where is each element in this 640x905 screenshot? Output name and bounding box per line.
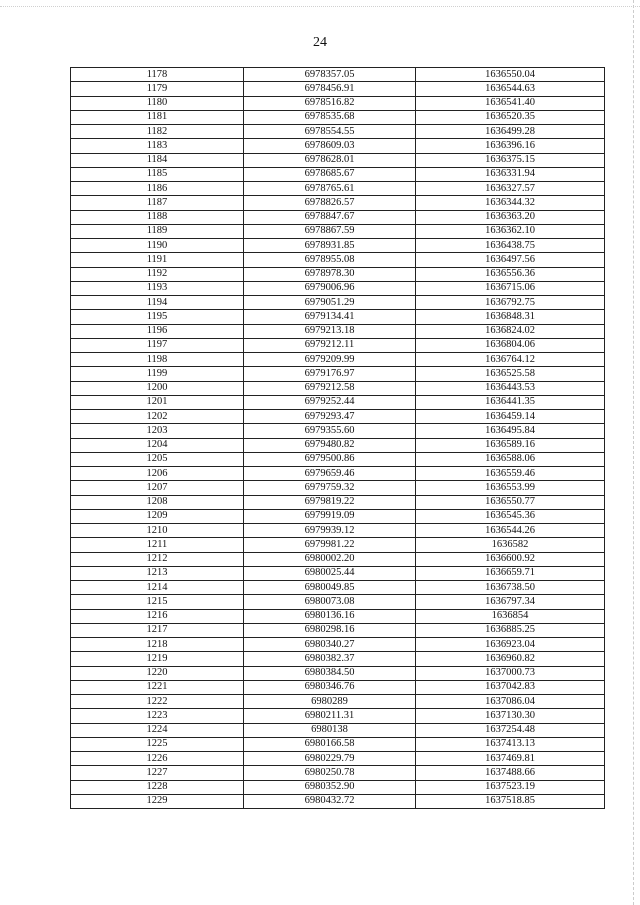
y-coordinate-cell: 1636525.58 [416,367,605,381]
y-coordinate-cell: 1636588.06 [416,452,605,466]
page-number: 24 [313,35,327,50]
point-number-cell: 1201 [71,395,244,409]
x-coordinate-cell: 6978978.30 [244,267,416,281]
y-coordinate-cell: 1636715.06 [416,281,605,295]
y-coordinate-cell: 1636497.56 [416,253,605,267]
x-coordinate-cell: 6979006.96 [244,281,416,295]
y-coordinate-cell: 1636443.53 [416,381,605,395]
point-number-cell: 1194 [71,296,244,310]
y-coordinate-cell: 1636327.57 [416,182,605,196]
x-coordinate-cell: 6978765.61 [244,182,416,196]
x-coordinate-cell: 6979355.60 [244,424,416,438]
point-number-cell: 1214 [71,581,244,595]
x-coordinate-cell: 6980073.08 [244,595,416,609]
x-coordinate-cell: 6979212.58 [244,381,416,395]
point-number-cell: 1183 [71,139,244,153]
y-coordinate-cell: 1636553.99 [416,481,605,495]
x-coordinate-cell: 6980346.76 [244,680,416,694]
x-coordinate-cell: 6979212.11 [244,338,416,352]
table-row [71,780,605,794]
y-coordinate-cell: 1636550.77 [416,495,605,509]
y-coordinate-cell: 1636344.32 [416,196,605,210]
x-coordinate-cell: 6980002.20 [244,552,416,566]
y-coordinate-cell: 1636499.28 [416,125,605,139]
point-number-cell: 1191 [71,253,244,267]
x-coordinate-cell: 6979213.18 [244,324,416,338]
table-row [71,709,605,723]
y-coordinate-cell: 1636396.16 [416,139,605,153]
y-coordinate-cell: 1636544.26 [416,524,605,538]
point-number-cell: 1215 [71,595,244,609]
x-coordinate-cell: 6980138 [244,723,416,737]
x-coordinate-cell: 6979759.32 [244,481,416,495]
point-number-cell: 1216 [71,609,244,623]
x-coordinate-cell: 6980289 [244,695,416,709]
x-coordinate-cell: 6979134.41 [244,310,416,324]
y-coordinate-cell: 1636797.34 [416,595,605,609]
point-number-cell: 1225 [71,737,244,751]
point-number-cell: 1222 [71,695,244,709]
point-number-cell: 1211 [71,538,244,552]
table-row [71,281,605,295]
y-coordinate-cell: 1636738.50 [416,581,605,595]
y-coordinate-cell: 1636923.04 [416,638,605,652]
table-row [71,353,605,367]
x-coordinate-cell: 6979919.09 [244,509,416,523]
table-row [71,566,605,580]
y-coordinate-cell: 1636550.04 [416,68,605,82]
table-row [71,581,605,595]
point-number-cell: 1192 [71,267,244,281]
point-number-cell: 1212 [71,552,244,566]
x-coordinate-cell: 6978847.67 [244,210,416,224]
point-number-cell: 1223 [71,709,244,723]
y-coordinate-cell: 1636545.36 [416,509,605,523]
table-row [71,296,605,310]
point-number-cell: 1228 [71,780,244,794]
point-number-cell: 1204 [71,438,244,452]
y-coordinate-cell: 1636848.31 [416,310,605,324]
table-row [71,509,605,523]
x-coordinate-cell: 6980352.90 [244,780,416,794]
y-coordinate-cell: 1637086.04 [416,695,605,709]
point-number-cell: 1179 [71,82,244,96]
y-coordinate-cell: 1637413.13 [416,737,605,751]
table-row [71,153,605,167]
x-coordinate-cell: 6980382.37 [244,652,416,666]
point-number-cell: 1220 [71,666,244,680]
point-number-cell: 1187 [71,196,244,210]
x-coordinate-cell: 6979252.44 [244,395,416,409]
point-number-cell: 1208 [71,495,244,509]
table-row [71,82,605,96]
point-number-cell: 1200 [71,381,244,395]
point-number-cell: 1198 [71,353,244,367]
table-row [71,452,605,466]
table-row [71,652,605,666]
y-coordinate-cell: 1637000.73 [416,666,605,680]
point-number-cell: 1224 [71,723,244,737]
table-row [71,538,605,552]
point-number-cell: 1206 [71,467,244,481]
table-row [71,609,605,623]
x-coordinate-cell: 6978535.68 [244,110,416,124]
y-coordinate-cell: 1637523.19 [416,780,605,794]
y-coordinate-cell: 1636363.20 [416,210,605,224]
point-number-cell: 1196 [71,324,244,338]
x-coordinate-cell: 6980049.85 [244,581,416,595]
x-coordinate-cell: 6979209.99 [244,353,416,367]
y-coordinate-cell: 1636544.63 [416,82,605,96]
table-row [71,438,605,452]
y-coordinate-cell: 1637469.81 [416,752,605,766]
point-number-cell: 1178 [71,68,244,82]
y-coordinate-cell: 1636885.25 [416,623,605,637]
y-coordinate-cell: 1636600.92 [416,552,605,566]
table-row [71,125,605,139]
table-row [71,766,605,780]
x-coordinate-cell: 6978554.55 [244,125,416,139]
y-coordinate-cell: 1637130.30 [416,709,605,723]
point-number-cell: 1197 [71,338,244,352]
x-coordinate-cell: 6980136.16 [244,609,416,623]
x-coordinate-cell: 6980025.44 [244,566,416,580]
table-row [71,695,605,709]
y-coordinate-cell: 1636960.82 [416,652,605,666]
point-number-cell: 1188 [71,210,244,224]
table-row [71,395,605,409]
x-coordinate-cell: 6979819.22 [244,495,416,509]
point-number-cell: 1219 [71,652,244,666]
table-row [71,196,605,210]
table-row [71,239,605,253]
table-row [71,666,605,680]
y-coordinate-cell: 1636556.36 [416,267,605,281]
x-coordinate-cell: 6980298.16 [244,623,416,637]
point-number-cell: 1185 [71,167,244,181]
table-row [71,723,605,737]
table-row [71,595,605,609]
table-row [71,224,605,238]
point-number-cell: 1199 [71,367,244,381]
point-number-cell: 1207 [71,481,244,495]
table-row [71,267,605,281]
y-coordinate-cell: 1636582 [416,538,605,552]
y-coordinate-cell: 1636441.35 [416,395,605,409]
x-coordinate-cell: 6978357.05 [244,68,416,82]
x-coordinate-cell: 6980432.72 [244,794,416,808]
y-coordinate-cell: 1636331.94 [416,167,605,181]
x-coordinate-cell: 6979659.46 [244,467,416,481]
point-number-cell: 1203 [71,424,244,438]
table-row [71,737,605,751]
x-coordinate-cell: 6979981.22 [244,538,416,552]
table-row [71,167,605,181]
x-coordinate-cell: 6978628.01 [244,153,416,167]
y-coordinate-cell: 1636438.75 [416,239,605,253]
x-coordinate-cell: 6978516.82 [244,96,416,110]
y-coordinate-cell: 1636362.10 [416,224,605,238]
x-coordinate-cell: 6978826.57 [244,196,416,210]
y-coordinate-cell: 1636375.15 [416,153,605,167]
coordinates-table-body [71,68,605,809]
scan-edge-right [632,0,634,905]
point-number-cell: 1186 [71,182,244,196]
point-number-cell: 1218 [71,638,244,652]
table-row [71,467,605,481]
table-row [71,495,605,509]
point-number-cell: 1209 [71,509,244,523]
point-number-cell: 1202 [71,410,244,424]
table-row [71,524,605,538]
table-row [71,324,605,338]
table-row [71,381,605,395]
y-coordinate-cell: 1636559.46 [416,467,605,481]
y-coordinate-cell: 1637042.83 [416,680,605,694]
x-coordinate-cell: 6980166.58 [244,737,416,751]
x-coordinate-cell: 6979500.86 [244,452,416,466]
x-coordinate-cell: 6979293.47 [244,410,416,424]
point-number-cell: 1226 [71,752,244,766]
point-number-cell: 1193 [71,281,244,295]
table-row [71,367,605,381]
table-row [71,794,605,808]
x-coordinate-cell: 6978609.03 [244,139,416,153]
point-number-cell: 1184 [71,153,244,167]
y-coordinate-cell: 1636804.06 [416,338,605,352]
point-number-cell: 1180 [71,96,244,110]
point-number-cell: 1221 [71,680,244,694]
point-number-cell: 1227 [71,766,244,780]
point-number-cell: 1181 [71,110,244,124]
table-row [71,424,605,438]
table-row [71,638,605,652]
table-row [71,68,605,82]
y-coordinate-cell: 1636541.40 [416,96,605,110]
table-row [71,253,605,267]
table-row [71,338,605,352]
x-coordinate-cell: 6979939.12 [244,524,416,538]
point-number-cell: 1189 [71,224,244,238]
coordinates-table [70,67,605,809]
y-coordinate-cell: 1636854 [416,609,605,623]
y-coordinate-cell: 1637518.85 [416,794,605,808]
point-number-cell: 1195 [71,310,244,324]
x-coordinate-cell: 6980229.79 [244,752,416,766]
y-coordinate-cell: 1636495.84 [416,424,605,438]
y-coordinate-cell: 1637254.48 [416,723,605,737]
x-coordinate-cell: 6978931.85 [244,239,416,253]
table-row [71,680,605,694]
point-number-cell: 1229 [71,794,244,808]
table-row [71,139,605,153]
y-coordinate-cell: 1636824.02 [416,324,605,338]
table-row [71,310,605,324]
table-row [71,481,605,495]
table-row [71,96,605,110]
point-number-cell: 1217 [71,623,244,637]
point-number-cell: 1205 [71,452,244,466]
y-coordinate-cell: 1636792.75 [416,296,605,310]
y-coordinate-cell: 1636459.14 [416,410,605,424]
table-row [71,552,605,566]
y-coordinate-cell: 1636764.12 [416,353,605,367]
x-coordinate-cell: 6978456.91 [244,82,416,96]
table-row [71,110,605,124]
x-coordinate-cell: 6980211.31 [244,709,416,723]
x-coordinate-cell: 6980250.78 [244,766,416,780]
table-row [71,752,605,766]
x-coordinate-cell: 6978867.59 [244,224,416,238]
x-coordinate-cell: 6978685.67 [244,167,416,181]
x-coordinate-cell: 6979051.29 [244,296,416,310]
table-row [71,210,605,224]
scan-edge-top [0,6,640,8]
x-coordinate-cell: 6980340.27 [244,638,416,652]
y-coordinate-cell: 1636659.71 [416,566,605,580]
x-coordinate-cell: 6979480.82 [244,438,416,452]
y-coordinate-cell: 1637488.66 [416,766,605,780]
table-row [71,410,605,424]
point-number-cell: 1213 [71,566,244,580]
point-number-cell: 1210 [71,524,244,538]
x-coordinate-cell: 6978955.08 [244,253,416,267]
x-coordinate-cell: 6979176.97 [244,367,416,381]
point-number-cell: 1182 [71,125,244,139]
table-row [71,623,605,637]
y-coordinate-cell: 1636520.35 [416,110,605,124]
table-row [71,182,605,196]
point-number-cell: 1190 [71,239,244,253]
y-coordinate-cell: 1636589.16 [416,438,605,452]
x-coordinate-cell: 6980384.50 [244,666,416,680]
